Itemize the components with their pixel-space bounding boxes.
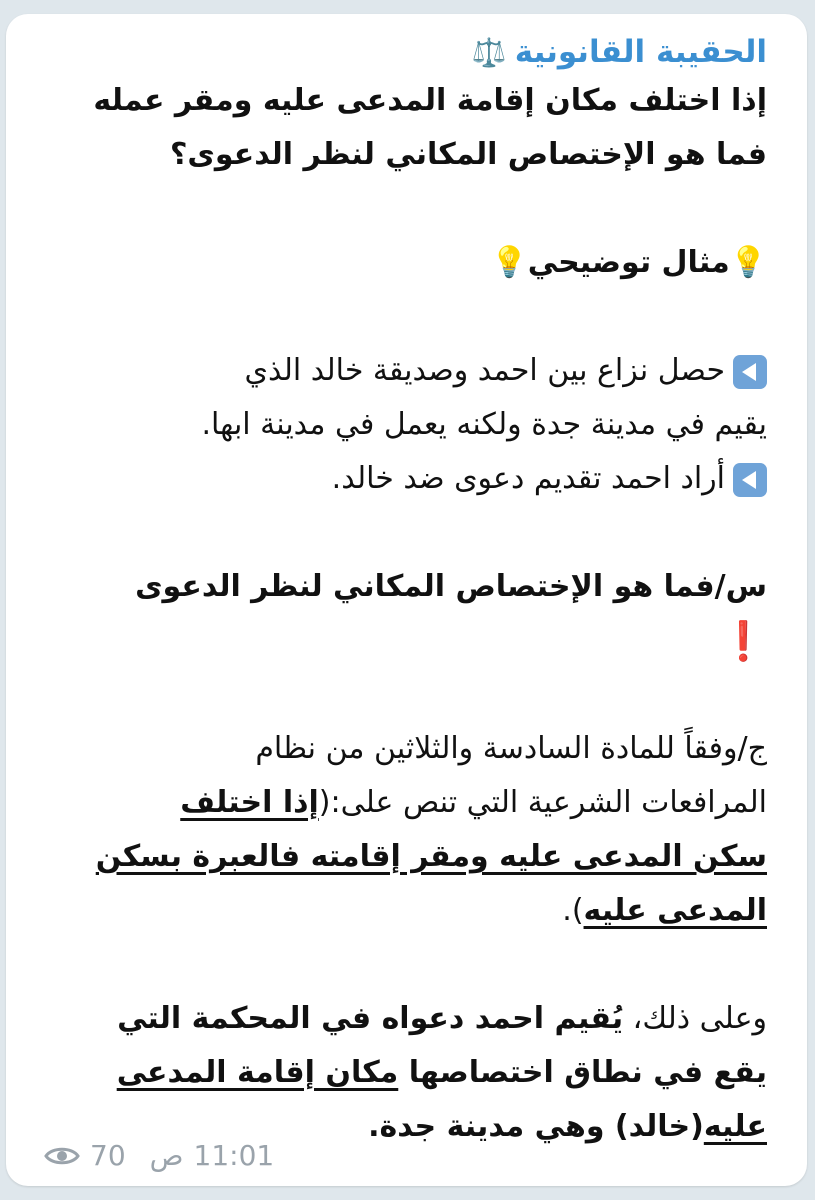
answer-line-4: المدعى عليه). (562, 893, 767, 928)
answer-line-1: ج/وفقاً للمادة السادسة والثلاثين من نظام (255, 731, 767, 766)
exclamation-icon: ❗ (719, 619, 767, 663)
bullet-2: أراد احمد تقديم دعوى ضد خالد. (52, 452, 767, 506)
bullet-1-cont: يقيم في مدينة جدة ولكنه يعمل في مدينة ابها. (201, 407, 767, 442)
play-left-icon (733, 463, 767, 497)
channel-header[interactable] (52, 30, 767, 74)
scales-icon: ⚖️ (471, 35, 507, 69)
message-text (52, 74, 767, 1154)
conclusion-line-1: وعلى ذلك، يُقيم احمد دعواه في المحكمة التي (117, 1001, 767, 1036)
question: س/فما هو الإختصاص المكاني لنظر الدعوى (135, 569, 767, 604)
title-line-1: إذا اختلف مكان إقامة المدعى عليه ومقر عمله (93, 83, 767, 118)
message-bubble (6, 14, 807, 1186)
lightbulb-icon: 💡 (729, 245, 767, 280)
conclusion-line-3: عليه(خالد) وهي مدينة جدة. (368, 1109, 767, 1144)
view-count: 70 (90, 1139, 126, 1172)
ampm: ص (149, 1139, 184, 1172)
bullet-1: حصل نزاع بين احمد وصديقة خالد الذي (52, 344, 767, 398)
message-meta (44, 1139, 274, 1172)
answer-line-2: المرافعات الشرعية التي تنص على:(إذا اختلف (180, 785, 767, 820)
example-heading: 💡مثال توضيحي💡 (490, 245, 767, 280)
channel-name[interactable]: الحقيبة القانونية (514, 34, 767, 70)
title-line-2: فما هو الإختصاص المكاني لنظر الدعوى؟ (170, 137, 767, 172)
timestamp: 11:01 (193, 1139, 275, 1172)
answer-line-3: سكن المدعى عليه ومقر إقامته فالعبرة بسكن (95, 839, 767, 874)
play-left-icon (733, 355, 767, 389)
conclusion-line-2: يقع في نطاق اختصاصها مكان إقامة المدعى (116, 1055, 767, 1090)
eye-icon (44, 1145, 80, 1167)
lightbulb-icon: 💡 (490, 245, 528, 280)
